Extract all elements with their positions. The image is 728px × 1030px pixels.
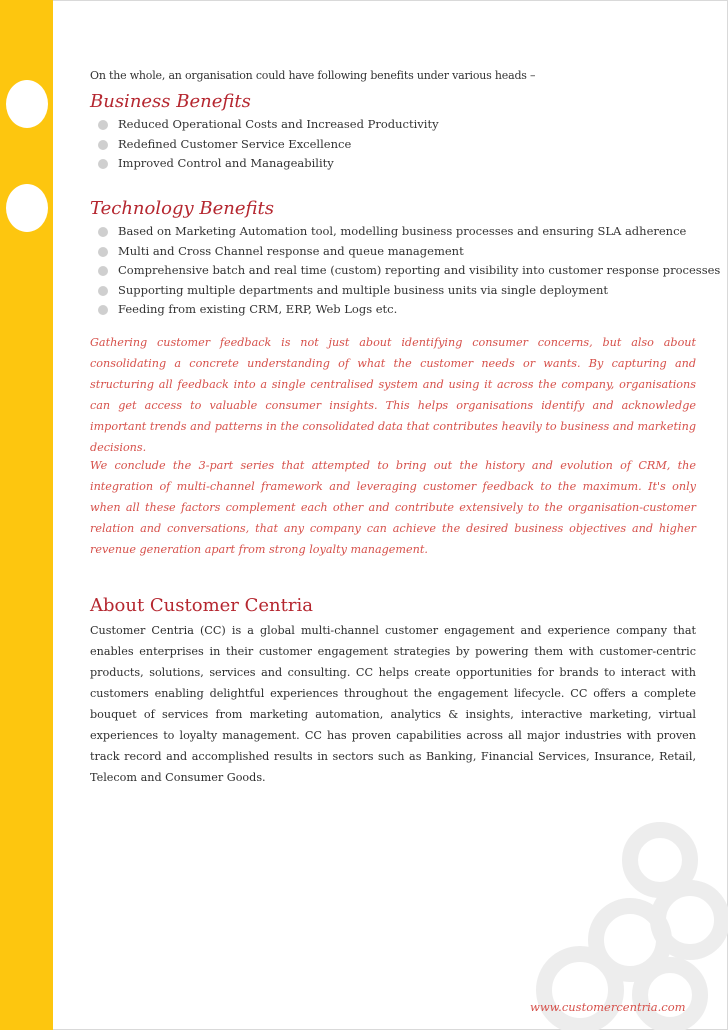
bullet-icon [98, 227, 108, 237]
list-item: Feeding from existing CRM, ERP, Web Logs etc. [98, 300, 720, 320]
bullet-icon [98, 286, 108, 296]
bullet-icon [98, 140, 108, 150]
yellow-side-bar [0, 0, 53, 1030]
list-item: Improved Control and Manageability [98, 154, 439, 174]
technology-benefits-list [98, 222, 720, 320]
about-paragraph: Customer Centria (CC) is a global multi-channel customer engagement and experience company that enables enterprises in their customer engagement strategies by powering them with customer-centric products, solutions, services and consulting. CC helps create opportunities for brands to interact with customers enabling delightful experiences throughout the engagement lifecycle. CC offers a complete bouquet of services from marketing automation, analytics & insights, interactive marketing, virtual experiences to loyalty management. CC has proven capabilities across all major industries with proven track record and accomplished results in sectors such as Banking, Financial Services, Insurance, Retail, Telecom and Consumer Goods. [90, 624, 696, 784]
business-benefits-heading: Business Benefits [90, 91, 251, 112]
about-heading: About Customer Centria [90, 595, 313, 616]
side-bar-circle-decoration [6, 184, 48, 232]
list-item: Redefined Customer Service Excellence [98, 135, 439, 155]
list-item: Reduced Operational Costs and Increased Productivity [98, 115, 439, 135]
conclusion-paragraph: We conclude the 3-part series that attempted to bring out the history and evolution of CRM, the integration of multi-channel framework and leveraging customer feedback to the maximum. It's only when all these factors complement each other and contribute extensively to the organisation-customer relation and conversations, that any company can achieve the desired business objectives and higher revenue generation apart from strong loyalty management. [90, 459, 696, 556]
feedback-paragraph: Gathering customer feedback is not just about identifying consumer concerns, but also about consolidating a concrete understanding of what the customer needs or wants. By capturing and structuring all feedback into a single centralised system and using it across the company, organisations can get access to valuable consumer insights. This helps organisations identify and acknowledge important trends and patterns in the consolidated data that contributes heavily to business and marketing decisions. [90, 336, 696, 454]
list-item: Based on Marketing Automation tool, modelling business processes and ensuring SLA adherence [98, 222, 720, 242]
logo-watermark-icon [520, 820, 728, 1030]
side-bar-circle-decoration [6, 80, 48, 128]
bullet-icon [98, 120, 108, 130]
business-benefits-list [98, 115, 439, 174]
intro-text: On the whole, an organisation could have following benefits under various heads – [90, 69, 536, 82]
bullet-icon [98, 159, 108, 169]
bullet-icon [98, 266, 108, 276]
technology-benefits-heading: Technology Benefits [90, 198, 274, 219]
list-item: Multi and Cross Channel response and queue management [98, 242, 720, 262]
bullet-icon [98, 305, 108, 315]
footer-url-link[interactable]: www.customercentria.com [530, 1000, 686, 1014]
list-item: Supporting multiple departments and multiple business units via single deployment [98, 281, 720, 301]
list-item: Comprehensive batch and real time (custom) reporting and visibility into customer response processes [98, 261, 720, 281]
page-border-top [53, 0, 728, 1]
bullet-icon [98, 247, 108, 257]
